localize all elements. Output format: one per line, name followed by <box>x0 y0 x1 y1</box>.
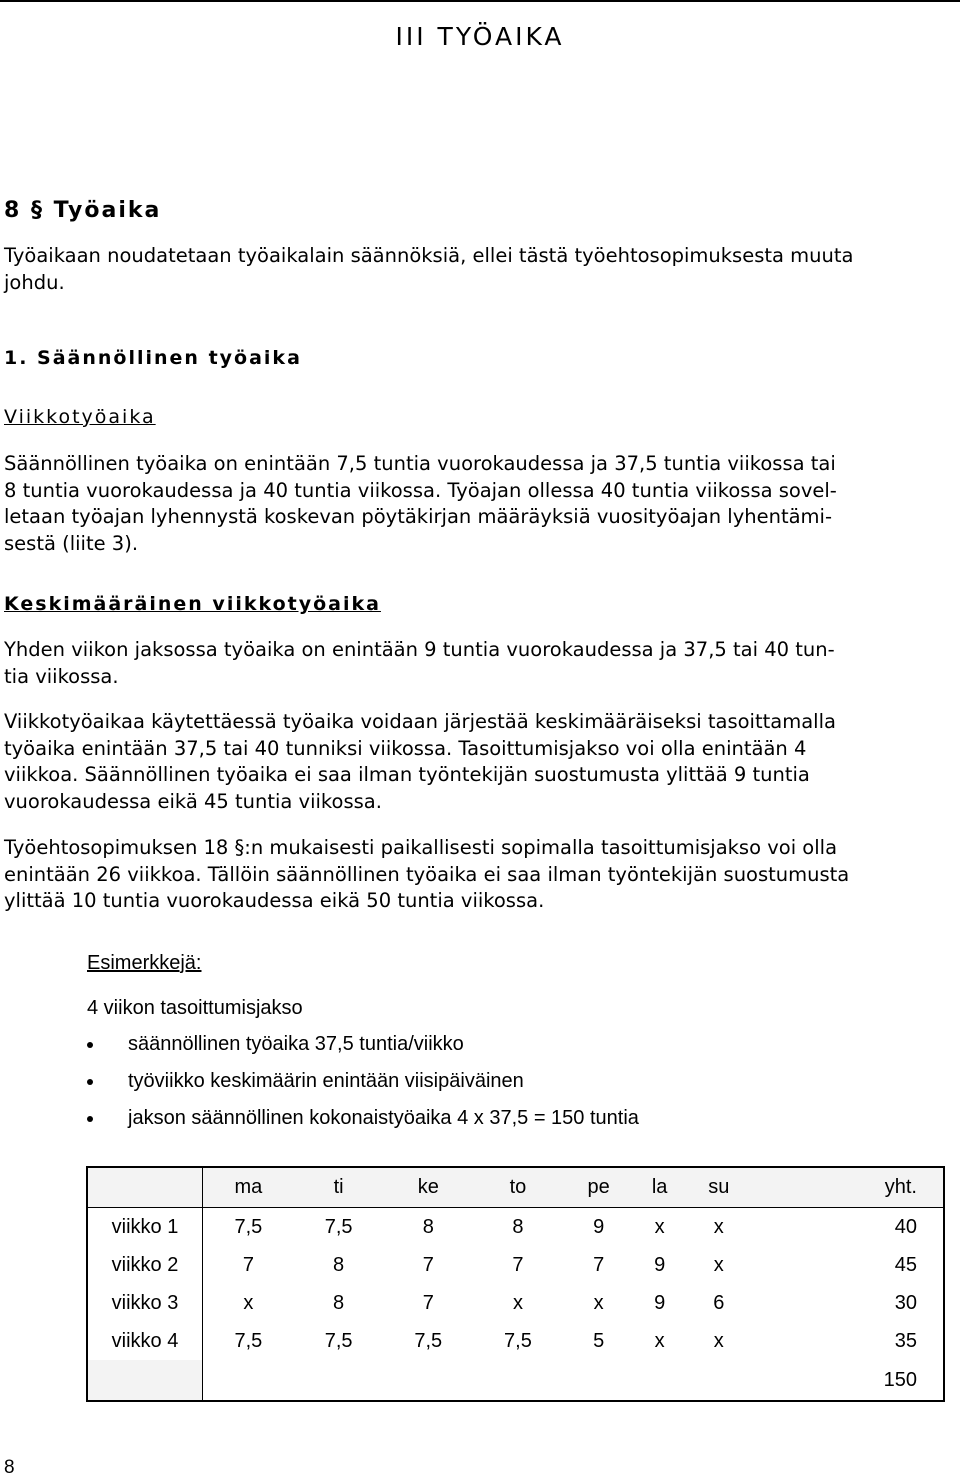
header-cell: ti <box>294 1167 384 1208</box>
chapter-title: III TYÖAIKA <box>395 22 565 51</box>
table-cell: 35 <box>894 1329 917 1352</box>
total-row-label <box>87 1360 203 1401</box>
table-cell: 8 <box>333 1253 345 1276</box>
table-cell: 7 <box>593 1253 605 1276</box>
table-row <box>87 1208 944 1247</box>
table-cell: 9 <box>654 1253 666 1276</box>
table-cell: x <box>713 1329 724 1352</box>
table-cell: 8 <box>422 1215 434 1238</box>
table-cell: 7 <box>422 1291 434 1314</box>
work-schedule-table <box>86 1166 945 1402</box>
section-intro: Työaikaan noudatetaan työaikalain säännöksiä, ellei tästä työehtosopimuksesta muuta johdu. <box>4 244 854 294</box>
header-cell: ke <box>383 1167 473 1208</box>
table-total-row <box>87 1360 944 1401</box>
table-cell: 7 <box>422 1253 434 1276</box>
average-paragraph-3: Työehtosopimuksen 18 §:n mukaisesti paikallisesti sopimalla tasoittumisjakso voi olla enintään 26 viikkoa. Tällöin säännöllinen työaika ei saa ilman työntekijän suostumusta ylittää 10 tuntia vuorokaudessa eikä 50 tuntia viikossa. <box>4 836 850 912</box>
table-cell: x <box>654 1329 665 1352</box>
table-cell: x <box>593 1291 604 1314</box>
examples-heading: Esimerkkejä: <box>87 952 202 974</box>
bullet-icon <box>87 1116 93 1122</box>
header-cell: to <box>473 1167 563 1208</box>
list-item <box>87 1030 639 1067</box>
average-label: Keskimääräinen viikkotyöaika <box>4 593 381 615</box>
header-cell: ma <box>203 1167 294 1208</box>
weekly-label: Viikkotyöaika <box>4 406 156 428</box>
total-cell: 150 <box>883 1368 917 1391</box>
table-cell: 9 <box>654 1291 666 1314</box>
page-number: 8 <box>4 1457 15 1478</box>
bullet-text: säännöllinen työaika 37,5 tuntia/viikko <box>128 1033 464 1055</box>
section-heading: 8 § Työaika <box>4 198 162 223</box>
header-cell: su <box>685 1167 753 1208</box>
header-cell: la <box>635 1167 685 1208</box>
table-cell: 8 <box>512 1215 524 1238</box>
table-cell: 7 <box>512 1253 524 1276</box>
subsection-heading: 1. Säännöllinen työaika <box>4 347 302 369</box>
row-label: viikko 2 <box>87 1246 203 1284</box>
table-cell: 5 <box>593 1329 605 1352</box>
header-cell <box>87 1167 203 1208</box>
table-cell: 8 <box>333 1291 345 1314</box>
table-cell: x <box>713 1253 724 1276</box>
row-label: viikko 4 <box>87 1322 203 1360</box>
weekly-text: Säännöllinen työaika on enintään 7,5 tuntia vuorokaudessa ja 37,5 tuntia viikossa tai 8 tuntia vuorokaudessa ja 40 tuntia viikossa. Työajan ollessa 40 tuntia viikossa sovel- letaan työajan lyhennystä koskevan pöytäkirjan määräyksiä vuosityöajan lyhentämi- sestä (liite 3). <box>4 452 837 555</box>
table-cell: x <box>713 1215 724 1238</box>
bullet-text: työviikko keskimäärin enintään viisipäiväinen <box>128 1070 524 1092</box>
table-cell: 9 <box>593 1215 605 1238</box>
list-item <box>87 1104 639 1141</box>
table-cell: x <box>654 1215 665 1238</box>
list-item <box>87 1067 639 1104</box>
table-cell: x <box>512 1291 523 1314</box>
row-label: viikko 1 <box>87 1208 203 1247</box>
table-row <box>87 1322 944 1360</box>
bullet-icon <box>87 1042 93 1048</box>
average-paragraph-1: Yhden viikon jaksossa työaika on enintään 9 tuntia vuorokaudessa ja 37,5 tai 40 tun- tia viikossa. <box>4 638 835 688</box>
bullet-text: jakson säännöllinen kokonaistyöaika 4 x 37,5 = 150 tuntia <box>128 1107 639 1129</box>
examples-bullet-list <box>87 1030 639 1141</box>
table-cell: 7,5 <box>234 1215 263 1238</box>
table-header-row <box>87 1167 944 1208</box>
average-paragraph-2: Viikkotyöaikaa käytettäessä työaika voidaan järjestää keskimääräiseksi tasoittamalla työaika enintään 37,5 tai 40 tunniksi viikossa. Tasoittumisjakso voi olla enintään 4 viikkoa. Säännöllinen työaika ei saa ilman työntekijän suostumusta ylittää 9 tuntia vuorokaudessa eikä 45 tuntia viikossa. <box>4 710 836 813</box>
examples-intro: 4 viikon tasoittumisjakso <box>87 997 303 1019</box>
table-cell: 7,5 <box>414 1329 443 1352</box>
table-cell: 40 <box>894 1215 917 1238</box>
table-cell: 7 <box>242 1253 254 1276</box>
table-row <box>87 1284 944 1322</box>
header-cell: yht. <box>753 1167 944 1208</box>
table-cell: 30 <box>894 1291 917 1314</box>
table-cell: 7,5 <box>234 1329 263 1352</box>
table-cell: 7,5 <box>324 1329 353 1352</box>
row-label: viikko 3 <box>87 1284 203 1322</box>
table-cell: x <box>243 1291 254 1314</box>
top-rule <box>0 0 960 2</box>
table-cell: 45 <box>894 1253 917 1276</box>
bullet-icon <box>87 1079 93 1085</box>
table-cell: 7,5 <box>504 1329 532 1352</box>
header-cell: pe <box>563 1167 635 1208</box>
table-cell: 7,5 <box>324 1215 353 1238</box>
table-row <box>87 1246 944 1284</box>
table-cell: 6 <box>713 1291 725 1314</box>
